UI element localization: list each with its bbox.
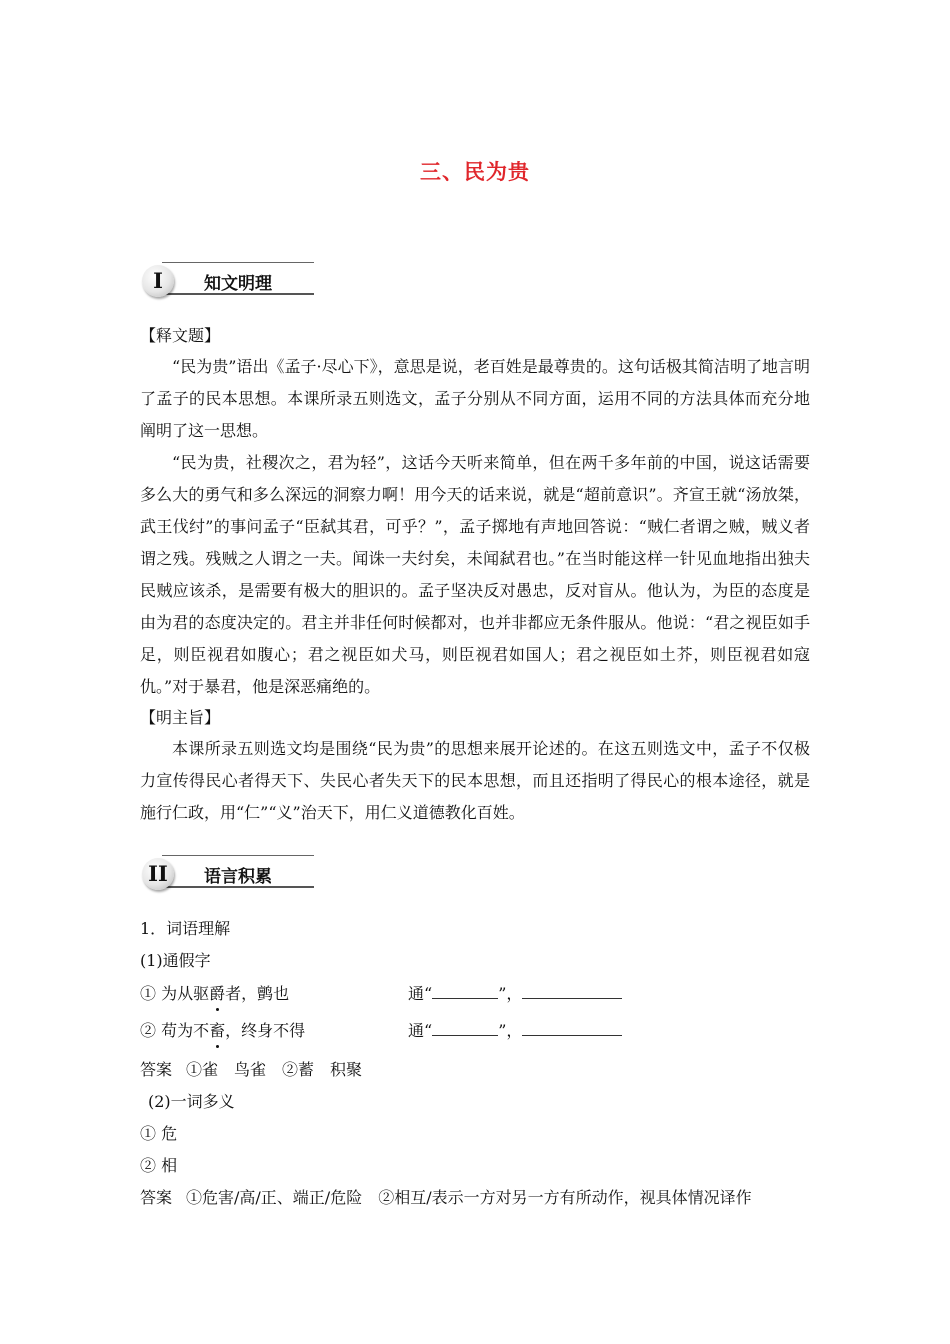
subheading-tongjiazi: (1)通假字 xyxy=(140,951,211,970)
section-rule-top xyxy=(162,262,314,263)
section-header-knowledge xyxy=(140,262,315,302)
answer-line-1 xyxy=(140,1054,362,1086)
item-text: ① 为从驱 xyxy=(140,984,210,1003)
exercise-item-2 xyxy=(140,1015,305,1047)
polysemy-word-1: ① 危 xyxy=(140,1124,178,1143)
emphasized-char: 畜 xyxy=(209,1015,225,1047)
emphasized-char: 爵 xyxy=(209,978,225,1010)
answer-text: ①雀 鸟雀 ②蓄 积聚 xyxy=(186,1060,363,1079)
item-text: 者，鹯也 xyxy=(225,984,290,1003)
item-text: ② 苟为不 xyxy=(140,1021,210,1040)
paragraph: 本课所录五则选文均是围绕“民为贵”的思想来展开论述的。在这五则选文中，孟子不仅极力宣传得民心者得天下、失民心者失天下的民本思想，而且还指明了得民心的根本途径，就是施行仁政，用“仁”“义”治天下，用仁义道德教化百姓。 xyxy=(140,739,810,822)
paragraph: “民为贵，社稷次之，君为轻”，这话今天听来简单，但在两千多年前的中国，说这话需要多么大的勇气和多么深远的洞察力啊！用今天的话来说，就是“超前意识”。齐宣王就“汤放桀，武王伐纣”的事问孟子“臣弑其君，可乎？”，孟子掷地有声地回答说：“贼仁者谓之贼，贼义者谓之残。残贼之人谓之一夫。闻诛一夫纣矣，未闻弑君也。”在当时能这样一针见血地指出独夫民贼应该杀，是需要有极大的胆识的。孟子坚决反对愚忠，反对盲从。他认为，为臣的态度是由为君的态度决定的。君主并非任何时候都对，也并非都应无条件服从。他说：“君之视臣如手足，则臣视君如腹心；君之视臣如犬马，则臣视君如国人；君之视臣如土芥，则臣视君如寇仇。”对于暴君，他是深恶痛绝的。 xyxy=(140,453,810,696)
section-title: 知文明理 xyxy=(204,274,272,294)
vocab-heading: 1．词语理解 xyxy=(140,919,231,938)
section-header-language xyxy=(140,855,315,895)
answer-line-2 xyxy=(140,1182,752,1214)
fill-suffix: ”， xyxy=(498,1021,523,1040)
answer-text: ①危害/高/正、端正/危险 ②相互/表示一方对另一方有所动作，视具体情况译作 xyxy=(186,1188,752,1207)
answer-label: 答案 xyxy=(140,1188,173,1207)
answer-label: 答案 xyxy=(140,1060,173,1079)
fill-suffix: ”， xyxy=(498,984,523,1003)
roman-numeral-badge: II xyxy=(142,858,174,890)
section-title: 语言积累 xyxy=(204,867,272,887)
page-title: 三、民为贵 xyxy=(420,160,530,184)
fill-blank-1 xyxy=(408,978,622,1010)
fill-blank-2 xyxy=(408,1015,622,1047)
answer-blank[interactable] xyxy=(432,983,498,999)
answer-blank[interactable] xyxy=(522,1020,622,1036)
section-rule-top xyxy=(162,855,314,856)
polysemy-word-2: ② 相 xyxy=(140,1156,178,1175)
fill-prefix: 通“ xyxy=(408,1021,433,1040)
exercise-item-1 xyxy=(140,978,289,1010)
tag-shi-wen-ti: 【释文题】 xyxy=(140,326,221,345)
answer-blank[interactable] xyxy=(432,1020,498,1036)
roman-numeral-badge: I xyxy=(142,265,174,297)
item-text: ，终身不得 xyxy=(225,1021,306,1040)
tag-ming-zhu-zhi: 【明主旨】 xyxy=(140,708,221,727)
paragraph: “民为贵”语出《孟子·尽心下》，意思是说，老百姓是最尊贵的。这句话极其简洁明了地言明了孟子的民本思想。本课所录五则选文，孟子分别从不同方面，运用不同的方法具体而充分地阐明了这一思想。 xyxy=(140,357,810,440)
answer-blank[interactable] xyxy=(522,983,622,999)
subheading-yiciduoyi: (2)一词多义 xyxy=(148,1092,235,1111)
fill-prefix: 通“ xyxy=(408,984,433,1003)
